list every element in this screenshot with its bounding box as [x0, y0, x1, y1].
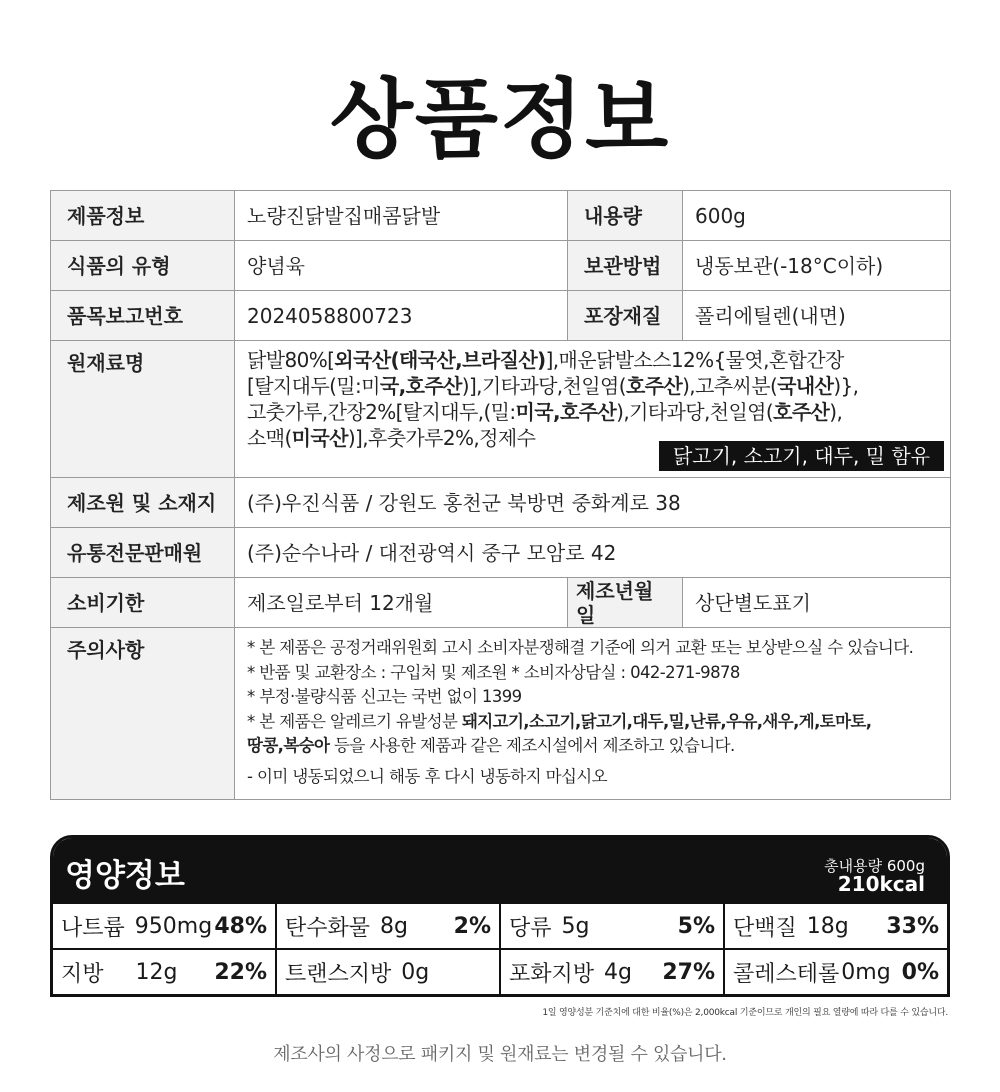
table-row [51, 528, 951, 578]
volume-label: 내용량 [568, 191, 683, 241]
storage-label: 보관방법 [568, 241, 683, 291]
product-name-label: 제품정보 [51, 191, 235, 241]
caution-line: * 부정·불량식품 신고는 국번 없이 1399 [247, 687, 522, 706]
nutrient-cell: 당류 5g 5% [499, 904, 723, 948]
food-type-value: 양념육 [235, 241, 568, 291]
nutrient-cell: 콜레스테롤 0mg 0% [723, 950, 947, 994]
ingredients-text [247, 341, 938, 467]
table-row [51, 291, 951, 341]
caution-line: - 이미 냉동되었으니 해동 후 다시 냉동하지 마십시오 [247, 766, 607, 786]
distributor-label: 유통전문판매원 [51, 528, 235, 578]
product-name-value: 노량진닭발집매콤닭발 [235, 191, 568, 241]
nutrient-cell: 단백질 18g 33% [723, 904, 947, 948]
caution-line: * 본 제품은 알레르기 유발성분 돼지고기,소고기,닭고기,대두,밀,난류,우유,새우,게,토마토, [247, 711, 872, 731]
ingredients-line: 고춧가루,간장2%[탈지대두,(밀:미국,호주산),기타과당,천일염(호주산), [247, 400, 843, 424]
page-title: 상품정보 [329, 70, 671, 170]
caution-line: * 반품 및 교환장소 : 구입처 및 제조원 * 소비자상담실 : 042-271-9878 [247, 662, 740, 682]
ingredients-line: [탈지대두(밀:미국,호주산)],기타과당,천일염(호주산),고추씨분(국내산)}, [247, 374, 859, 398]
storage-value: 냉동보관(-18°C이하) [683, 241, 951, 291]
ingredients-line: 닭발80%[외국산(태국산,브라질산)],매운닭발소스12%{물엿,혼합간장 [247, 348, 844, 372]
nutrition-title: 영양정보 [65, 858, 185, 894]
nutrient-cell: 지방 12g 22% [61, 959, 267, 987]
nutrition-total: 총내용량 600g [824, 857, 925, 875]
nutrition-kcal: 210kcal [837, 872, 925, 896]
table-row [51, 341, 951, 478]
nutrient-cell: 나트륨 950mg 48% [61, 913, 267, 941]
caution-text [247, 628, 946, 789]
ingredients-label: 원재료명 [51, 341, 235, 478]
nutrition-row [53, 902, 947, 948]
ingredients-line: 소맥(미국산)],후춧가루2%,정제수 [247, 426, 536, 450]
volume-value: 600g [683, 191, 951, 241]
manufacturer-value: (주)우진식품 / 강원도 홍천군 북방면 중화계로 38 [235, 478, 951, 528]
product-info-table [50, 190, 951, 800]
table-row [51, 191, 951, 241]
caution-line: * 본 제품은 공정거래위원회 고시 소비자분쟁해결 기준에 의거 교환 또는 보상받으실 수 있습니다. [247, 638, 914, 657]
nutrient-cell: 탄수화물 8g 2% [275, 904, 499, 948]
food-type-label: 식품의 유형 [51, 241, 235, 291]
table-row [51, 241, 951, 291]
allergen-badge: 닭고기, 소고기, 대두, 밀 함유 [659, 441, 944, 471]
bottom-notice: 제조사의 사정으로 패키지 및 원재료는 변경될 수 있습니다. [273, 1044, 727, 1065]
caution-line: 땅콩,복숭아 등을 사용한 제품과 같은 제조시설에서 제조하고 있습니다. [247, 736, 735, 755]
nutrition-footnote: 1일 영양성분 기준치에 대한 비율(%)은 2,000kcal 기준이므로 개인의 필요 열량에 따라 다를 수 있습니다. [542, 1008, 948, 1018]
nutrition-header [53, 838, 947, 902]
distributor-value: (주)순수나라 / 대전광역시 중구 모암로 42 [235, 528, 951, 578]
table-row [51, 578, 951, 628]
nutrient-cell: 포화지방 4g 27% [499, 950, 723, 994]
mfg-date-value: 상단별도표기 [683, 578, 951, 628]
packaging-label: 포장재질 [568, 291, 683, 341]
expiry-value: 제조일로부터 12개월 [235, 578, 568, 628]
nutrition-row [53, 948, 947, 994]
caution-label: 주의사항 [51, 628, 235, 800]
report-no-label: 품목보고번호 [51, 291, 235, 341]
caution-cell [235, 628, 951, 800]
packaging-value: 폴리에틸렌(내면) [683, 291, 951, 341]
mfg-date-label: 제조년월일 [568, 578, 683, 628]
report-no-value: 2024058800723 [235, 291, 568, 341]
table-row [51, 628, 951, 800]
table-row [51, 478, 951, 528]
manufacturer-label: 제조원 및 소재지 [51, 478, 235, 528]
ingredients-cell [235, 341, 951, 478]
expiry-label: 소비기한 [51, 578, 235, 628]
nutrient-cell: 트랜스지방 0g [275, 950, 499, 994]
nutrition-panel [50, 835, 950, 997]
